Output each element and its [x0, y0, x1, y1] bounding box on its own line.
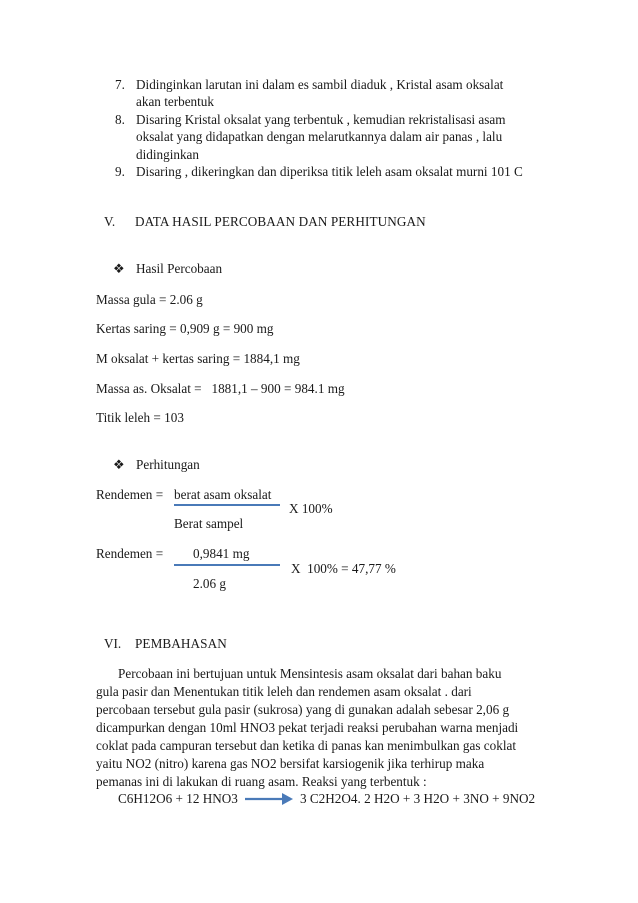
section-5-number: V.	[104, 214, 116, 229]
step-8-line-1: Disaring Kristal oksalat yang terbentuk , kemudian rekristalisasi asam	[136, 112, 506, 127]
data-line-kertas-saring: Kertas saring = 0,909 g = 900 mg	[96, 321, 274, 336]
data-line-massa-oksalat: Massa as. Oksalat = 1881,1 – 900 = 984.1 mg	[96, 381, 345, 396]
paragraph-line: yaitu NO2 (nitro) karena gas NO2 bersifat karsiogenik jika terhirup maka	[96, 756, 485, 771]
paragraph-line: pemanas ini di lakukan di ruang asam. Reaksi yang terbentuk :	[96, 774, 427, 789]
discussion-paragraph	[96, 665, 541, 791]
formula-1-multiplier: X 100%	[289, 501, 333, 516]
step-9-number: 9.	[115, 164, 125, 179]
reaction-arrow-icon	[244, 790, 294, 808]
diamond-bullet-icon: ❖	[113, 457, 125, 472]
paragraph-line: dicampurkan dengan 10ml HNO3 pekat terjadi reaksi perubahan warna menjadi	[96, 720, 519, 735]
paragraph-line: percobaan tersebut gula pasir (sukrosa) yang di gunakan adalah sebesar 2,06 g	[96, 702, 510, 717]
paragraph-line	[96, 665, 541, 683]
formula-2-label: Rendemen =	[96, 546, 164, 561]
step-9-text	[136, 163, 576, 180]
formula-2-fraction-line	[174, 564, 280, 566]
bullet-hasil-percobaan: Hasil Percobaan	[136, 261, 223, 276]
paragraph-line: gula pasir dan Menentukan titik leleh dan rendemen asam oksalat . dari	[96, 684, 472, 699]
section-6-number: VI.	[104, 636, 122, 651]
section-5-title: DATA HASIL PERCOBAAN DAN PERHITUNGAN	[135, 214, 426, 229]
formula-1-fraction-line	[174, 504, 280, 506]
formula-1-numerator: berat asam oksalat	[174, 487, 272, 502]
step-8-line-3: didinginkan	[136, 146, 200, 162]
reaction-products: 3 C2H2O4. 2 H2O + 3 H2O + 3NO + 9NO2	[300, 791, 536, 806]
formula-2-denominator: 2.06 g	[193, 576, 226, 591]
step-7-line-2: akan terbentuk	[136, 94, 214, 110]
step-7-number: 7.	[115, 77, 125, 92]
diamond-bullet-icon: ❖	[113, 261, 125, 276]
formula-2-numerator: 0,9841 mg	[193, 546, 250, 561]
step-8-line-2: oksalat yang didapatkan dengan melarutkannya dalam air panas , lalu	[136, 129, 503, 145]
formula-1-denominator: Berat sampel	[174, 516, 244, 531]
step-7-line-1: Didinginkan larutan ini dalam es sambil diaduk , Kristal asam oksalat	[136, 77, 504, 92]
data-line-massa-gula: Massa gula = 2.06 g	[96, 292, 203, 307]
paragraph-line: coklat pada campuran tersebut dan ketika di panas kan menimbulkan gas coklat	[96, 738, 517, 753]
step-7-text	[136, 76, 556, 111]
formula-2-multiplier: X 100% = 47,77 %	[291, 561, 396, 576]
step-8-number: 8.	[115, 112, 125, 127]
reaction-reactants: C6H12O6 + 12 HNO3	[118, 791, 238, 806]
step-8-text	[136, 111, 556, 163]
section-6-title: PEMBAHASAN	[135, 636, 227, 651]
data-line-m-oksalat: M oksalat + kertas saring = 1884,1 mg	[96, 351, 300, 366]
bullet-perhitungan: Perhitungan	[136, 457, 200, 472]
step-9-line-1: Disaring , dikeringkan dan diperiksa titik leleh asam oksalat murni 101 C	[136, 164, 523, 179]
formula-1-label: Rendemen =	[96, 487, 164, 502]
paragraph-line-1-text: Percobaan ini bertujuan untuk Mensintesis asam oksalat dari bahan baku	[118, 666, 502, 681]
data-line-titik-leleh: Titik leleh = 103	[96, 410, 184, 425]
